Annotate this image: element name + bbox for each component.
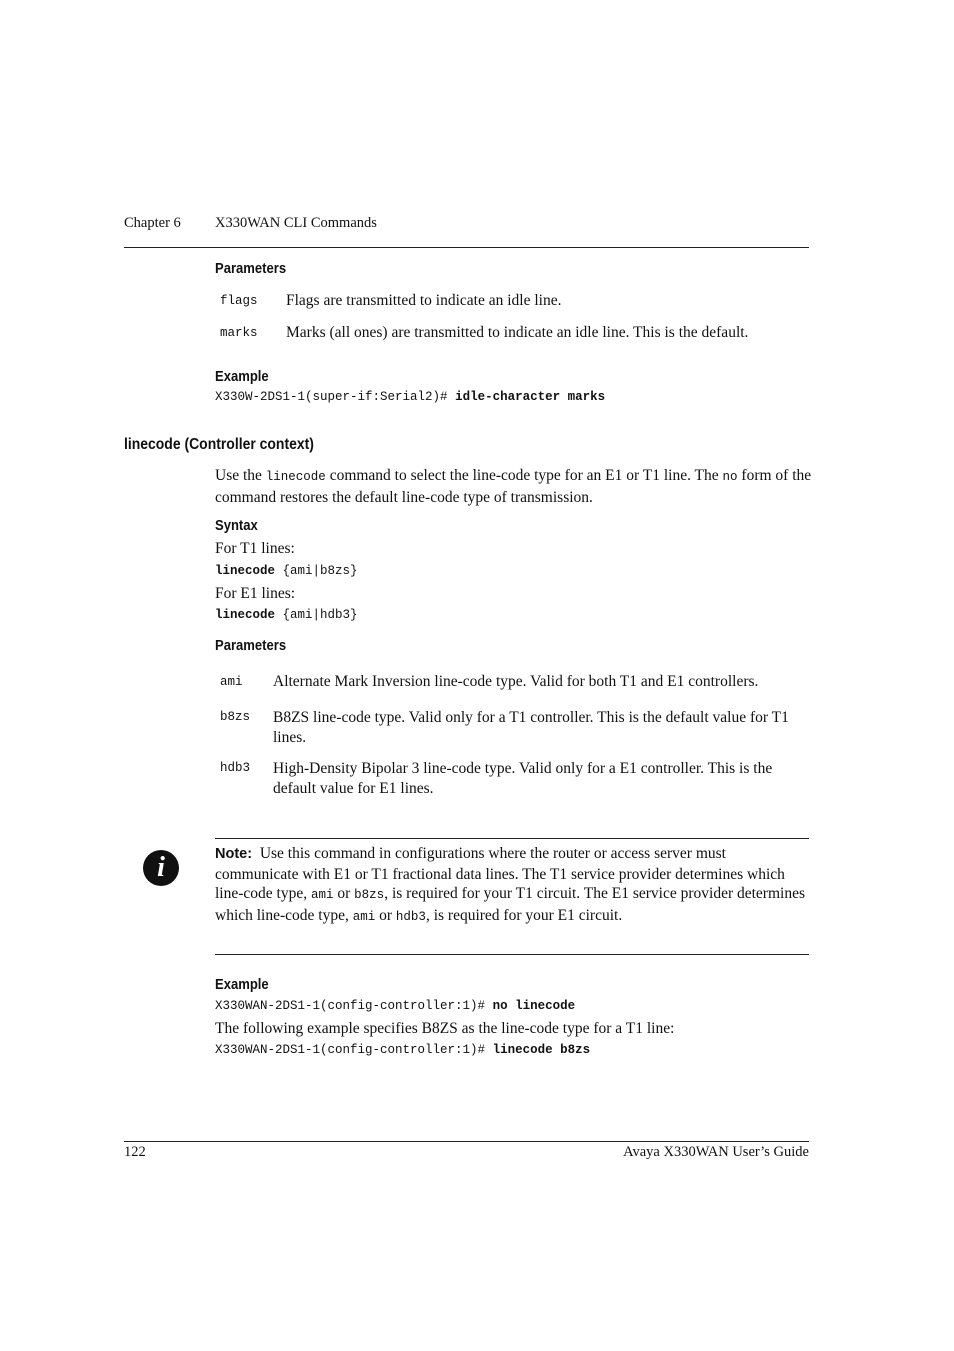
note-text — [215, 844, 809, 927]
param-name: b8zs — [220, 710, 251, 724]
syntax-args: {ami|hdb3} — [282, 608, 358, 622]
chapter-label: Chapter 6 — [124, 215, 181, 231]
guide-title: Avaya X330WAN User’s Guide — [623, 1144, 809, 1160]
note-bottom-rule — [215, 954, 809, 955]
param-desc: B8ZS line-code type. Valid only for a T1 controller. This is the default value for T1 lines. — [273, 709, 789, 746]
inline-code: b8zs — [354, 888, 385, 902]
code-example — [215, 1043, 590, 1057]
note-body: or — [379, 906, 393, 924]
cli-command: linecode b8zs — [492, 1043, 591, 1057]
note-body: , is required for your T1 circuit. The E1 service provider determines which line-code type, — [215, 885, 805, 924]
note-body: Use this command in configurations where the router or access server must communicate with E1 or T1 fractional data lines. The T1 service provider determines which line-code type, — [215, 845, 785, 902]
parameters-heading: Parameters — [215, 638, 287, 654]
inline-code: ami — [310, 888, 334, 902]
inline-code: linecode — [265, 470, 326, 484]
syntax-heading: Syntax — [215, 518, 258, 534]
param-name: marks — [220, 326, 258, 340]
example-heading: Example — [215, 369, 269, 385]
cli-prompt: X330WAN-2DS1-1(config-controller:1)# — [215, 1043, 486, 1057]
note-body: or — [337, 885, 351, 902]
intro-text: form of the command restores the default line-code type of transmission. — [215, 467, 812, 506]
inline-code: no — [722, 470, 738, 484]
syntax-command: linecode — [215, 608, 276, 622]
cli-command: idle-character marks — [455, 390, 606, 404]
header-rule — [124, 247, 809, 248]
note-top-rule — [215, 838, 809, 839]
footer-rule — [124, 1141, 809, 1142]
info-icon: i — [143, 850, 179, 886]
parameters-heading: Parameters — [215, 261, 287, 277]
example-description: The following example specifies B8ZS as the line-code type for a T1 line: — [215, 1020, 675, 1037]
e1-label: For E1 lines: — [215, 585, 296, 602]
note-body: , is required for your E1 circuit. — [425, 906, 623, 924]
cli-command: no linecode — [492, 999, 576, 1013]
section-title: linecode (Controller context) — [124, 436, 314, 453]
e1-syntax — [215, 608, 358, 622]
param-name: hdb3 — [220, 761, 251, 775]
intro-paragraph — [215, 466, 815, 507]
t1-label: For T1 lines: — [215, 540, 295, 557]
page-number: 122 — [124, 1144, 146, 1160]
t1-syntax — [215, 564, 358, 578]
intro-text: Use the — [215, 467, 262, 484]
param-desc: High-Density Bipolar 3 line-code type. Valid only for a E1 controller. This is the default value for E1 lines. — [273, 760, 773, 797]
syntax-command: linecode — [215, 564, 276, 578]
intro-text: command to select the line-code type for an E1 or T1 line. The — [329, 467, 719, 484]
param-name: ami — [220, 675, 243, 689]
cli-prompt: X330W-2DS1-1(super-if:Serial2)# — [215, 390, 448, 404]
param-desc: Flags are transmitted to indicate an idle line. — [286, 292, 562, 309]
cli-prompt: X330WAN-2DS1-1(config-controller:1)# — [215, 999, 486, 1013]
note-label: Note: — [215, 846, 253, 862]
example-heading: Example — [215, 977, 269, 993]
param-desc: Marks (all ones) are transmitted to indicate an idle line. This is the default. — [286, 324, 749, 341]
param-name: flags — [220, 294, 258, 308]
param-desc: Alternate Mark Inversion line-code type. Valid for both T1 and E1 controllers. — [273, 673, 759, 690]
chapter-title: X330WAN CLI Commands — [215, 215, 377, 231]
code-example — [215, 999, 575, 1013]
code-example — [215, 390, 605, 404]
inline-code: ami — [352, 909, 376, 924]
inline-code: hdb3 — [395, 909, 426, 924]
syntax-args: {ami|b8zs} — [282, 564, 358, 578]
